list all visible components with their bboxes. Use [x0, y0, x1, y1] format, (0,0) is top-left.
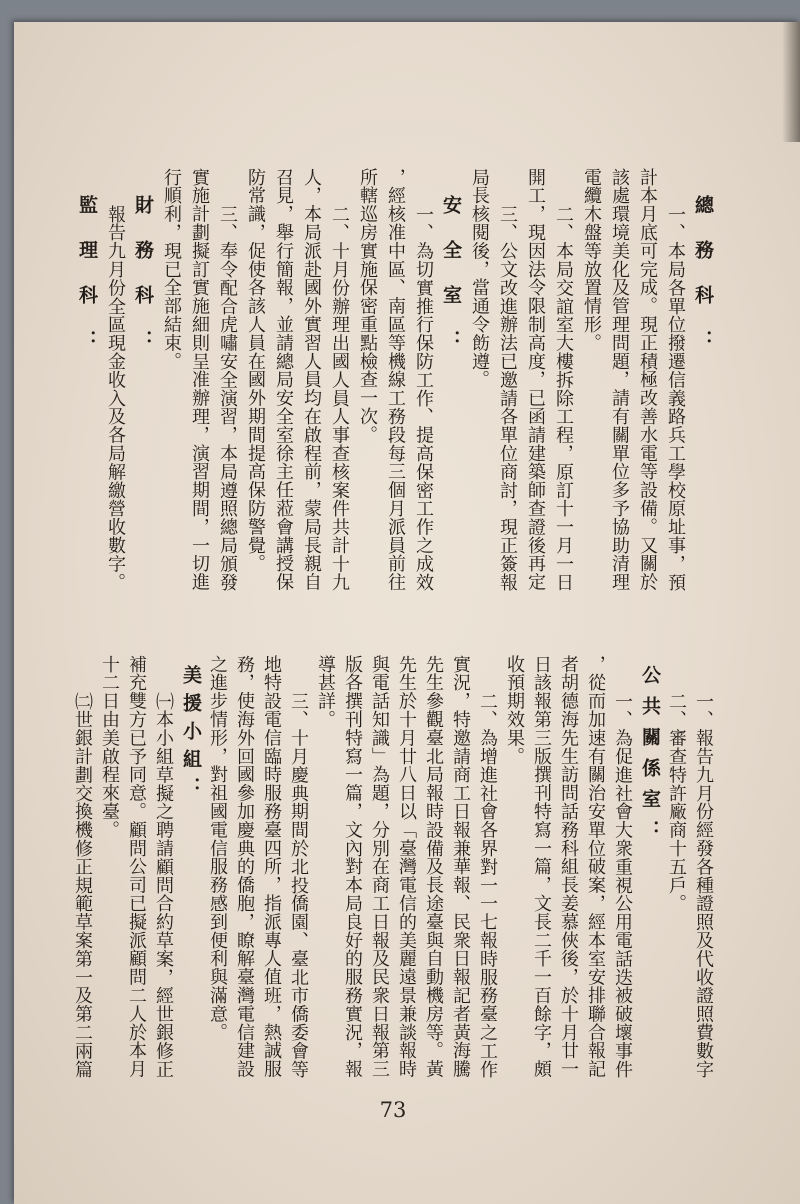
general-affairs-line: 該處環境美化及管理問題，請有關單位多予協助清理: [609, 168, 630, 592]
public-relations-line: 務，使海外回國參加慶典的僑胞，瞭解臺灣電信建設: [234, 655, 255, 1079]
finance-line: 報告九月份全區現金收入及各局解繳營收數字。: [105, 204, 126, 592]
general-affairs-line: 三、公文改進辦法已邀請各單位商討，現正簽報: [497, 204, 518, 592]
security-office-line: ，經核准中區、南區等機線工務段每三個月派員前往: [385, 168, 406, 592]
public-relations-line: 導甚詳。: [315, 655, 336, 729]
public-relations-line: 二、為增進社會各界對一一七報時服務臺之工作: [477, 691, 498, 1079]
public-relations-line: 地特設電信臨時服務臺四所，指派專人值班，熱誠服: [261, 655, 282, 1079]
general-affairs-line: 局長核閱後，當通令飭遵。: [469, 168, 490, 389]
security-office-line: 召見，舉行簡報，並請總局安全室徐主任蒞會講授保: [273, 168, 294, 592]
security-office-line: 行順利，現已全部結束。: [161, 168, 182, 371]
public-relations-line: 先生參觀臺北局報時設備及長途臺與自動機房等。黃: [423, 655, 444, 1079]
supervision-line: 一、報告九月份經發各種證照及代收證照費數字: [693, 691, 714, 1079]
upper-text-block: [73, 168, 717, 608]
public-relations-line: 之進步情形，對祖國電信服務感到便利與滿意。: [207, 655, 228, 1042]
lower-text-block: [69, 655, 717, 1095]
heading-security-office: 安全室：: [440, 195, 462, 375]
public-relations-line: 版各撰刊特寫一篇，文內對本局良好的服務實況，報: [342, 655, 363, 1079]
general-affairs-line: 二、本局交誼室大樓拆除工程，原訂十一月一日: [553, 204, 574, 592]
us-aid-group-line: ㈠本小組草擬之聘請顧問合約草案，經世銀修正: [153, 691, 174, 1079]
public-relations-line: 收預期效果。: [504, 655, 525, 766]
security-office-line: 實施計劃擬訂實施細則呈准辦理，演習期間，一切進: [189, 168, 210, 592]
security-office-line: 所轄巡房實施保密重點檢查一次。: [357, 168, 378, 444]
heading-general-affairs: 總務科：: [692, 195, 714, 375]
general-affairs-line: 電纜木盤等放置情形。: [581, 168, 602, 352]
heading-supervision: 監理科：: [76, 195, 98, 375]
heading-finance: 財務科：: [132, 195, 154, 375]
heading-public-relations: 公共關係室：: [639, 665, 661, 851]
heading-us-aid-group: 美援小組：: [180, 665, 202, 805]
page-number: 73: [379, 1098, 407, 1122]
public-relations-line: 一、為促進社會大衆重視公用電話迭被破壞事件: [612, 691, 633, 1079]
general-affairs-line: 一、本局各單位撥遷信義路兵工學校原址事，預: [665, 204, 686, 592]
public-relations-line: 先生於十月廿八日以「臺灣電信的美麗遠景兼談報時: [396, 655, 417, 1079]
us-aid-group-line: 十二日由美啟程來臺。: [99, 655, 120, 839]
security-office-line: 三、奉令配合虎嘯安全演習，本局遵照總局頒發: [217, 204, 238, 592]
public-relations-line: 實況，特邀請商工日報兼華報、民衆日報記者黃海騰: [450, 655, 471, 1079]
general-affairs-line: 計本月底可完成。現正積極改善水電等設備。又關於: [637, 168, 658, 592]
general-affairs-line: 開工，現因法令限制高度，已函請建築師查證後再定: [525, 168, 546, 592]
public-relations-line: 日該報第三版撰刊特寫一篇，文長二千一百餘字，頗: [531, 655, 552, 1079]
public-relations-line: 與電話知識」為題，分別在商工日報及民衆日報第三: [369, 655, 390, 1079]
public-relations-line: ，從而加速有關治安單位破案，經本室安排聯合報記: [585, 655, 606, 1079]
public-relations-line: 者胡德海先生訪問話務科組長姜慕俠後，於十月廿一: [558, 655, 579, 1079]
us-aid-group-line: ㈡世銀計劃交換機修正規範草案第一及第二兩篇: [72, 691, 93, 1079]
public-relations-line: 三、十月慶典期間於北投僑園、臺北市僑委會等: [288, 691, 309, 1079]
supervision-line: 二、審查特許廠商十五戶。: [666, 691, 687, 913]
document-page: [14, 22, 800, 1204]
security-office-line: 防常識，促使各該人員在國外期間提高保防警覺。: [245, 168, 266, 573]
security-office-line: 一、為切實推行保防工作、提高保密工作之成效: [413, 204, 434, 592]
us-aid-group-line: 補充雙方已予同意。顧問公司已擬派顧問二人於本月: [126, 655, 147, 1079]
security-office-line: 二、十月份辦理出國人員人事查核案件共計十九: [329, 204, 350, 592]
security-office-line: 人，本局派赴國外實習人員均在啟程前，蒙局長親自: [301, 168, 322, 592]
